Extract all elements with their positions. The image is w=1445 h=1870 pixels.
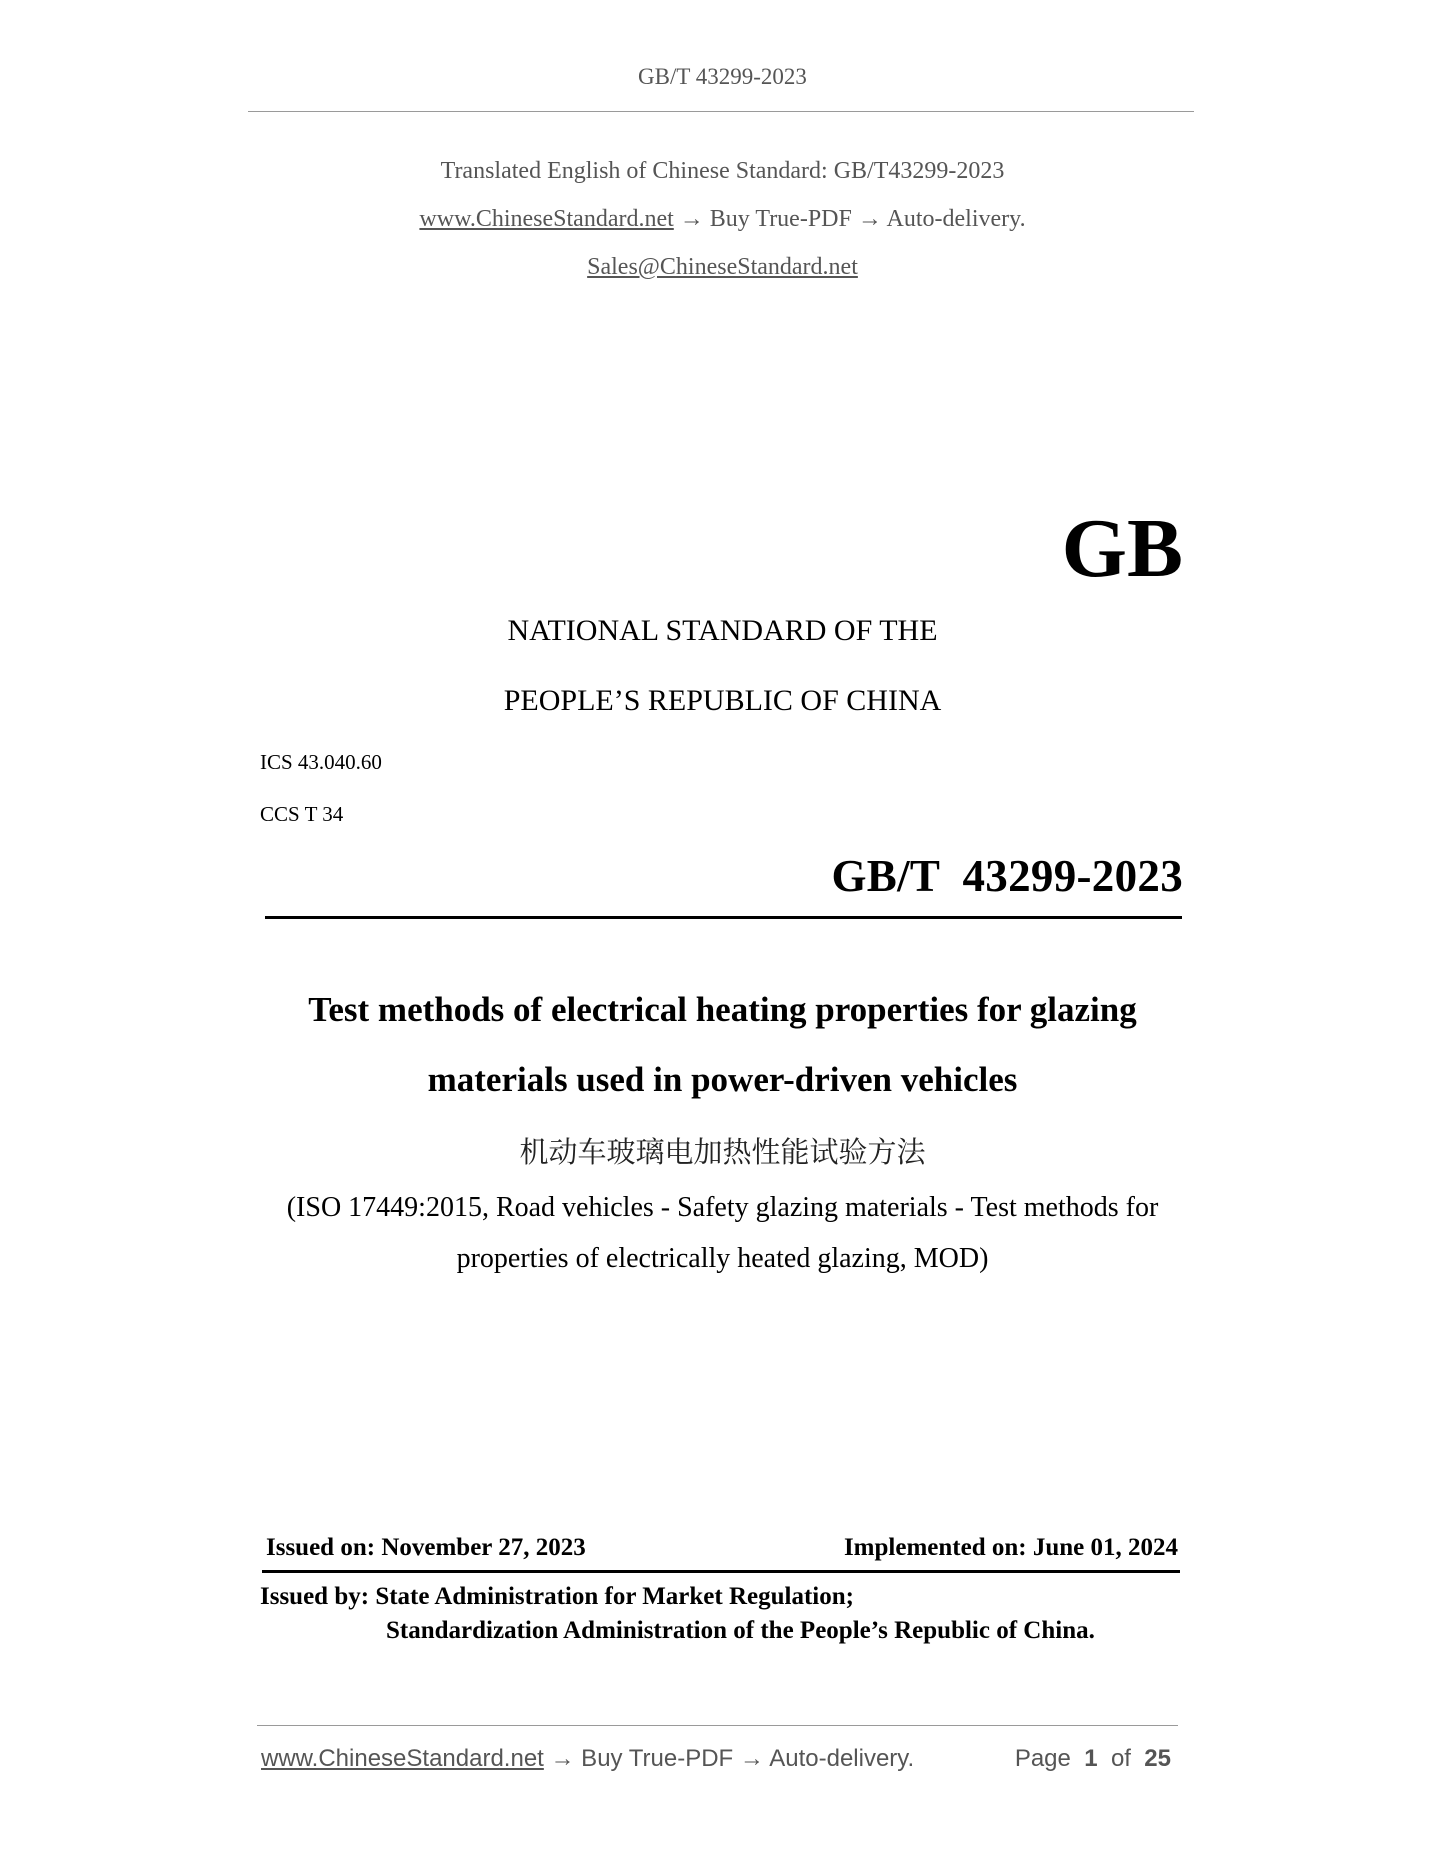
issuer-line2: Standardization Administration of the People’s Republic of China. (386, 1617, 1095, 1644)
promo-text: → Buy True-PDF → Auto-delivery. (673, 206, 1026, 232)
promo-line (0, 206, 1445, 233)
sales-email-link[interactable]: Sales@ChineseStandard.net (587, 254, 858, 280)
ics-code: ICS 43.040.60 (260, 750, 382, 774)
implemented-on-date: Implemented on: June 01, 2024 (843, 1534, 1178, 1561)
footer-site-link[interactable]: www.ChineseStandard.net (261, 1745, 544, 1772)
ccs-code: CCS T 34 (260, 802, 344, 826)
page-label: Page (1014, 1745, 1071, 1772)
page-current: 1 (1084, 1745, 1098, 1772)
title-line2: materials used in power-driven vehicles (427, 1060, 1018, 1099)
national-standard-line1: NATIONAL STANDARD OF THE (507, 614, 938, 647)
page-total: 25 (1144, 1745, 1171, 1772)
footer-promo-text: → Buy True-PDF → Auto-delivery. (543, 1745, 915, 1772)
national-standard-line2: PEOPLE’S REPUBLIC OF CHINA (503, 684, 942, 717)
chinese-title: 机动车玻璃电加热性能试验方法 (519, 1135, 926, 1169)
page-indicator (1015, 1745, 1171, 1773)
iso-reference-line2: properties of electrically heated glazing, MOD) (456, 1243, 989, 1274)
sales-line (0, 254, 1445, 281)
issued-on-date: Issued on: November 27, 2023 (266, 1534, 586, 1561)
header-divider (248, 111, 1194, 112)
standard-number-rule (265, 916, 1182, 919)
running-header: GB/T 43299-2023 (638, 64, 807, 89)
footer-promo (261, 1745, 914, 1773)
title-line1: Test methods of electrical heating properties for glazing (308, 990, 1137, 1029)
issuer-line1: Issued by: State Administration for Market Regulation; (260, 1583, 854, 1610)
iso-reference-line1: (ISO 17449:2015, Road vehicles - Safety glazing materials - Test methods for (286, 1192, 1159, 1223)
site-link[interactable]: www.ChineseStandard.net (419, 206, 674, 232)
dates-rule (262, 1570, 1180, 1573)
standard-number: GB/T 43299-2023 (831, 851, 1183, 901)
of-label: of (1110, 1745, 1131, 1772)
gb-mark: GB (1061, 502, 1183, 595)
footer-divider (257, 1725, 1178, 1726)
translation-notice: Translated English of Chinese Standard: GB/T43299-2023 (440, 158, 1005, 184)
